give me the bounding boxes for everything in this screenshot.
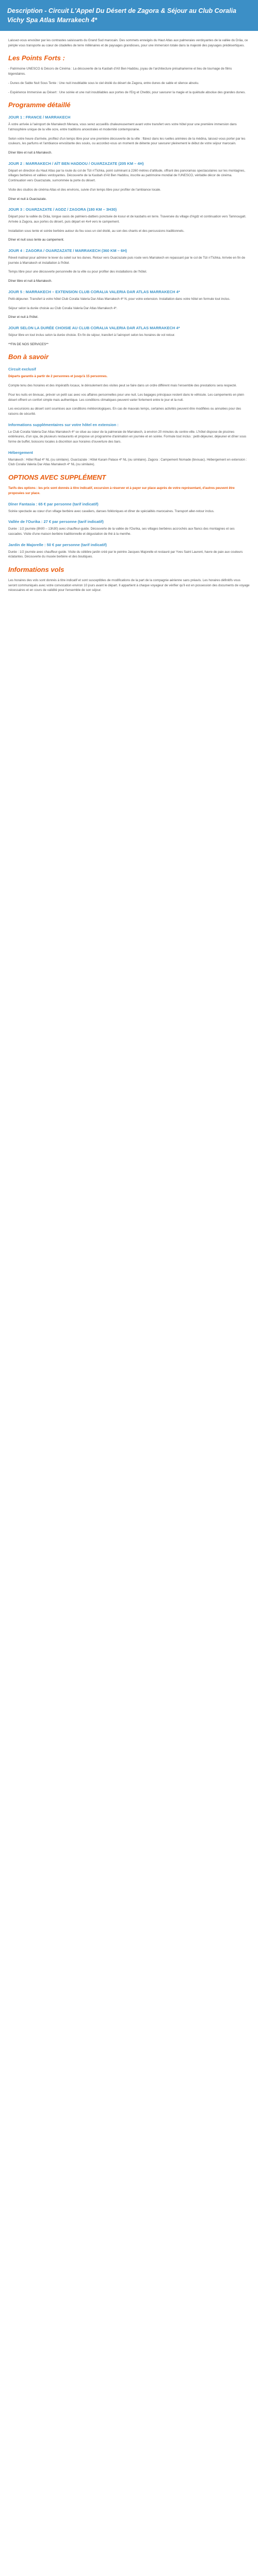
option-body: Soirée spectacle au cœur d'un village berbère avec cavaliers, danses folkloriques et dîner de spécialités marocaines. Transport aller-retour inclus. [8,509,215,513]
point-2: - Dunes de Sable Nuit Sous Tente : Une nuit inoubliable sous le ciel étoilé du désert de Zagora, entre dunes de sable et silence absolu. [8,81,199,85]
title-banner [0,0,258,31]
day-extra: Visite des studios de cinéma Atlas et des environs, suivie d'un temps libre pour profiter de l'ambiance locale. [8,188,161,192]
good-title: Bon à savoir [8,353,49,361]
day-body: Départ en direction du Haut Atlas par la route du col de Tizi n'Tichka, point culminant à 2260 mètres d'altitude, offrant des panoramas spectaculaires sur les montagnes, villages berbères et vallées verdoyantes. Découverte de la Kasbah d'Aït Ben Haddou, inscrite au patrimoine mondial de l'UNESCO, véritable décor de cinéma. Continuation vers Ouarzazate, surnommée la porte du désert. [8,168,246,183]
day-body: À votre arrivée à l'aéroport de Marrakech Menara, vous serez accueillis chaleureusement avant votre transfert vers votre hôtel pour une première immersion dans l'atmosphère unique de la ville ocre, entre traditions ancestrales et modernité contemporaine. [8,123,237,131]
option-item [8,501,250,514]
day-extra: Temps libre pour une découverte personnelle de la ville ou pour profiter des installations de l'hôtel. [8,270,147,274]
options-intro: Tarifs des options : les prix sont donnés à titre indicatif, excursion à réserver et à payer sur place auprès de votre représentant, d'autres peuvent être proposées sur place. [8,486,235,495]
day-meal: Dîner et nuit à l'hôtel. [8,315,39,319]
day-heading: JOUR 3 : OUARZAZATE / AGDZ / ZAGORA (180 KM – 3H30) [8,207,117,212]
good-body: Marrakech : Hôtel Riad 4* NL (ou similaire). Ouarzazate : Hôtel Karam Palace 4* NL (ou similaire). Zagora : Campement Nomade (bivouac). Hébergement en extension : Club Coralia Valeria Dar Atlas Marrakech 4* NL (ou similaire). [8,457,247,467]
good-heading: Hébergement [8,450,33,455]
day-5 [8,289,250,320]
day-meal: **FIN DE NOS SERVICES** [8,342,49,346]
program-title: Programme détaillé [8,101,71,109]
good-heading: Circuit exclusif [8,367,36,372]
page [0,0,258,593]
day-meal: Dîner et nuit à Ouarzazate. [8,197,47,201]
option-heading: Dîner Fantasia : 65 € par personne (tarif indicatif) [8,501,99,506]
options-title: OPTIONS AVEC SUPPLÉMENT [8,473,106,482]
day-heading: JOUR 2 : MARRAKECH / AÏT BEN HADDOU / OUARZAZATE (205 KM – 4H) [8,161,144,166]
day-heading: JOUR 1 : FRANCE / MARRAKECH [8,115,71,120]
day-1 [8,114,250,156]
content [0,31,258,593]
option-heading: Vallée de l'Ourika : 27 € par personne (tarif indicatif) [8,519,104,524]
good-body: Compte tenu des horaires et des impératifs locaux, le déroulement des visites peut se faire dans un ordre différent mais l'ensemble des prestations sera respecté. [8,384,237,388]
good-item [8,450,250,467]
day-body: Départ pour la vallée du Drâa, longue oasis de palmiers-dattiers ponctuée de ksour et de kasbahs en terre. Traversée du village d'Agdz et continuation vers Tamnougalt. Arrivée à Zagora, aux portes du désert, puis départ en 4x4 vers le campement. [8,215,246,224]
good-body: Pour les nuits en bivouac, prévoir un petit sac avec vos affaires personnelles pour une nuit. Les bagages principaux restent dans le véhicule. Les campements en plein désert offrent un confort simple mais authentique. Les conditions climatiques peuvent varier fortement entre le jour et la nuit. [8,393,245,402]
good-heading: Informations supplémentaires sur votre hôtel en extension : [8,422,119,427]
info-text: Les horaires des vols sont donnés à titre indicatif et sont susceptibles de modifications de la part de la compagnie aérienne sans préavis. Les horaires définitifs vous seront communiqués avec votre convocation environ 10 jours avant le départ. Il appartient à chaque voyageur de vérifier qu'il est en possession des documents de voyage nécessaires et en cours de validité pour l'ensemble de son séjour. [8,579,250,592]
day-heading: JOUR SELON LA DURÉE CHOISIE AU CLUB CORALIA VALERIA DAR ATLAS MARRAKECH 4* [8,325,180,330]
good-body: Les excursions au désert sont soumises aux conditions météorologiques. En cas de mauvais temps, certaines activités peuvent être modifiées ou annulées pour des raisons de sécurité. [8,407,241,416]
page-title: Description - Circuit L'Appel Du Désert de Zagora & Séjour au Club Coralia Vichy Spa Atlas Marrakech 4* [7,7,237,24]
good-item [8,366,250,379]
day-2 [8,161,250,202]
option-heading: Jardin de Majorelle : 50 € par personne (tarif indicatif) [8,542,107,547]
option-body: Durée : 1/2 journée (8h00 – 13h30) avec chauffeur-guide. Découverte de la vallée de l'Ourika, ses villages berbères accrochés aux flancs des montagnes et ses cascades. Visite d'une maison berbère traditionnelle et dégustation de thé à la menthe. [8,527,235,536]
point-3: - Expérience Immersive au Désert : Une soirée et une nuit inoubliables aux portes de l'Erg et Chebbi, pour savourer la magie et la quiétude absolue des grandes dunes. [8,90,246,94]
day-body: Séjour libre en tout inclus selon la durée choisie. En fin de séjour, transfert à l'aéroport selon les horaires de vol retour. [8,333,175,337]
option-item [8,519,250,536]
points-title: Les Points Forts : [8,54,65,62]
day-meal: Dîner libre et nuit à Marrakech. [8,151,52,155]
day-extra: Installation sous tente et soirée berbère autour du feu sous un ciel étoilé, au son des chants et des percussions traditionnels. [8,229,185,233]
intro-text: Laissez-vous envoûter par les contrastes saisissants du Grand Sud marocain. Des sommets enneigés du Haut Atlas aux palmeraies verdoyantes de la vallée du Drâa, ce périple vous transporte au cœur de citadelles de terre millénaires et de paysages grandioses, pour une immersion totale dans la majesté des paysages prédésertiques. [8,39,248,47]
good-body: Départs garantis à partir de 2 personnes et jusqu'à 15 personnes. [8,375,108,379]
day-4 [8,248,250,284]
point-1: - Patrimoine UNESCO & Décors de Cinéma : La découverte de la Kasbah d'Aït Ben Haddou, joyau de l'architecture présaharienne et lieu de tournage de films légendaires. [8,67,232,76]
day-extra: Selon votre heure d'arrivée, profitez d'un temps libre pour une première découverte de la ville : flânez dans les ruelles animées de la médina, laissez-vous porter par les couleurs, les parfums et l'ambiance envoûtante des souks, ou accordez-vous un moment de détente pour savourer pleinement le début de votre séjour marocain. [8,137,246,146]
day-meal: Dîner et nuit sous tente au campement. [8,238,64,242]
day-body: Réveil matinal pour admirer le lever du soleil sur les dunes. Retour vers Ouarzazate puis route vers Marrakech en repassant par le col de Tizi n'Tichka. Arrivée en fin de journée à Marrakech et installation à l'hôtel. [8,256,246,265]
option-body: Durée : 1/2 journée avec chauffeur-guide. Visite du célèbre jardin créé par le peintre Jacques Majorelle et restauré par Yves Saint Laurent, havre de paix aux couleurs éclatantes. Découverte du musée berbère et des boutiques. [8,550,243,559]
option-item [8,542,250,560]
day-heading: JOUR 5 : MARRAKECH – EXTENSION CLUB CORALIA VALERIA DAR ATLAS MARRAKECH 4* [8,289,180,294]
good-item [8,422,250,445]
good-body: Le Club Coralia Valeria Dar Atlas Marrakech 4* se situe au cœur de la palmeraie de Marrakech, à environ 20 minutes du centre-ville. L'hôtel dispose de piscines extérieures, d'un spa, de plusieurs restaurants et propose un programme d'animation en journée et en soirée. Formule tout inclus : petit-déjeuner, déjeuner et dîner sous forme de buffet, boissons locales à discrétion aux horaires d'ouverture des bars. [8,430,247,444]
info-title: Informations vols [8,566,64,574]
day-3 [8,207,250,243]
day-body: Petit-déjeuner. Transfert à votre hôtel Club Coralia Valeria Dar Atlas Marrakech 4* N, pour votre extension. Installation dans votre hôtel en formule tout inclus. [8,297,231,301]
day-heading: JOUR 4 : ZAGORA / OUARZAZATE / MARRAKECH (360 KM – 6H) [8,248,127,253]
day-extra: Séjour selon la durée choisie au Club Coralia Valeria Dar Atlas Marrakech 4*. [8,306,118,310]
day-6 [8,325,250,347]
day-meal: Dîner libre et nuit à Marrakech. [8,279,52,283]
